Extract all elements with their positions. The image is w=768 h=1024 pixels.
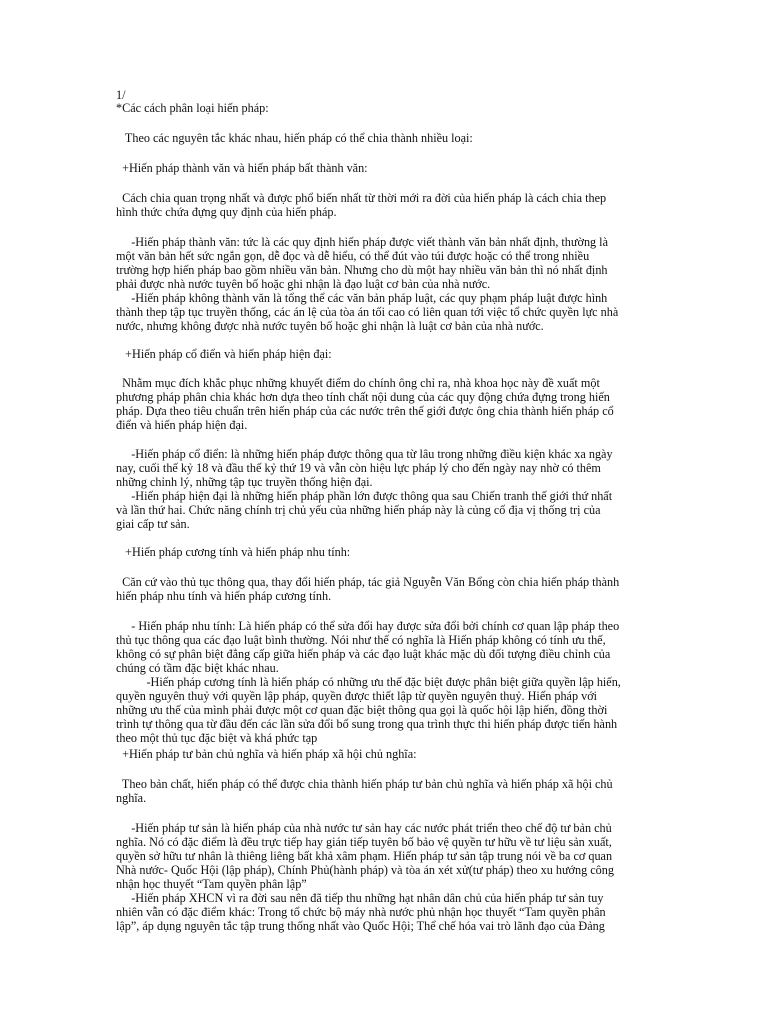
paragraph-line: một văn bản hết sức ngắn gọn, dễ đọc và dễ hiểu, có thể đút vào túi được hoặc có thể trong nhiều [116,249,590,263]
paragraph-line: những ưu thế của mình phải được một cơ quan đặc biệt thông qua gọi là quốc hội lập hiến, đồng thời [116,703,608,717]
subheading: +Hiến pháp cương tính và hiến pháp nhu tính: [116,545,351,559]
paragraph-line: nghĩa. [116,791,147,805]
paragraph-line: giai cấp tư sản. [116,517,190,531]
paragraph-line: hiến pháp nhu tính và hiến pháp cương tính. [116,589,332,603]
paragraph-line: điển và hiến pháp hiện đại. [116,418,248,432]
paragraph-line: -Hiến pháp tư sản là hiến pháp của nhà nước tư sản hay các nước phát triển theo chế độ tư bản chủ [116,821,612,835]
section-number: 1/ [116,88,126,102]
paragraph-line: nay, cuối thế kỷ 18 và đầu thế kỷ thứ 19 và vẫn còn hiệu lực pháp lý cho đến ngày nay nhờ có thêm [116,461,601,475]
paragraph-line: thành thep tập tục truyền thống, các án lệ của tòa án tối cao có liên quan tới việc tổ chức quyền lực nhà [116,305,619,319]
paragraph-line: phải được nhà nước tuyên bố hoặc ghi nhận là đạo luật cơ bản của nhà nước. [116,277,491,291]
paragraph-line: pháp. Dựa theo tiêu chuẩn trên hiến pháp của các nước trên thế giới được ông chia thành hiến pháp cổ [116,404,614,418]
paragraph-line: nhận học thuyết “Tam quyền phân lập” [116,877,307,891]
paragraph-line: những chỉnh lý, những tập tục truyền thống hiện đại. [116,475,373,489]
subheading: +Hiến pháp cổ điển và hiến pháp hiện đại: [116,347,332,361]
section-heading: *Các cách phân loại hiến pháp: [116,101,269,115]
paragraph-line: -Hiến pháp cổ điển: là những hiến pháp được thông qua từ lâu trong những điều kiện khác xa ngày [116,447,613,461]
paragraph-line: -Hiến pháp XHCN vì ra đời sau nên đã tiếp thu những hạt nhân dân chủ của hiến pháp tư sản tuy [116,891,604,905]
paragraph-line: hình thức chứa đựng quy định của hiến pháp. [116,205,337,219]
paragraph-line: lập”, áp dụng nguyên tắc tập trung thống nhất vào Quốc Hội; Thể chế hóa vai trò lãnh đạo của Đảng [116,919,605,933]
paragraph-line: Nhằm mục đích khắc phục những khuyết điểm do chính ông chỉ ra, nhà khoa học này đề xuất một [116,376,600,390]
paragraph-line: trình tự thông qua từ đầu đến các lần sửa đổi bổ sung trong qua trình thực thi hiến pháp được tiến hành [116,717,618,731]
paragraph-line: -Hiến pháp hiện đại là những hiến pháp phần lớn được thông qua sau Chiến tranh thế giới thứ nhất [116,489,613,503]
intro-paragraph: Theo các nguyên tắc khác nhau, hiến pháp có thể chia thành nhiều loại: [116,131,473,145]
paragraph-line: -Hiến pháp cương tính là hiến pháp có những ưu thế đặc biệt được phân biệt giữa quyền lập hiến, [116,675,621,689]
paragraph-line: chúng có tầm đặc biệt khác nhau. [116,661,279,675]
paragraph-line: nghĩa. Nó có đặc điểm là đều trực tiếp hay gián tiếp tuyên bố bảo vệ quyền tư hữu về tư liệu sản xuất, [116,835,612,849]
paragraph-line: không có sự phân biệt đẳng cấp giữa hiến pháp và các đạo luật khác mặc dù đối tượng điều chỉnh của [116,647,611,661]
paragraph-line: Nhà nước- Quốc Hội (lập pháp), Chính Phủ(hành pháp) và tòa án xét xử(tư pháp) theo xu hướng công [116,863,614,877]
paragraph-line: -Hiến pháp thành văn: tức là các quy định hiến pháp được viết thành văn bản nhất định, thường là [116,235,608,249]
paragraph-line: Căn cứ vào thủ tục thông qua, thay đổi hiến pháp, tác giả Nguyễn Văn Bổng còn chia hiến pháp thành [116,575,620,589]
paragraph-line: theo một thủ tục đặc biệt và khá phức tạp [116,731,318,745]
paragraph-line: - Hiến pháp nhu tính: Là hiến pháp có thể sửa đổi hay được sửa đổi bởi chính cơ quan lập pháp theo [116,619,620,633]
paragraph-line: Theo bản chất, hiến pháp có thể được chia thành hiến pháp tư bản chủ nghĩa và hiến pháp xã hội chủ [116,777,613,791]
paragraph-line: thủ tục thông qua các đạo luật bình thường. Nói như thế có nghĩa là Hiến pháp không có tính ưu thế, [116,633,606,647]
paragraph-line: quyền sở hữu tư nhân là thiêng liêng bất khả xâm phạm. Hiến pháp tư sản tập trung nói về ba cơ quan [116,849,613,863]
subheading: +Hiến pháp tư bản chủ nghĩa và hiến pháp xã hội chủ nghĩa: [116,747,417,761]
paragraph-line: phương pháp phân chia khác hơn dựa theo tính chất nội dung của các quy động chứa đựng trong hiến [116,390,610,404]
paragraph-line: trường hợp hiến pháp bao gồm nhiều văn bản. Nhưng cho dù một hay nhiều văn bản thì nó nhất định [116,263,608,277]
paragraph-line: quyền nguyên thuỷ với quyền lập pháp, quyền được thiết lập từ quyền nguyên thuỷ. Hiến pháp với [116,689,598,703]
paragraph-line: nhiên vẫn có đặc điểm khác: Trong tổ chức bộ máy nhà nước phủ nhận học thuyết “Tam quyền phân [116,905,606,919]
paragraph-line: Cách chia quan trọng nhất và được phổ biến nhất từ thời mới ra đời của hiến pháp là cách chia thep [116,191,607,205]
paragraph-line: -Hiến pháp không thành văn là tổng thể các văn bản pháp luật, các quy phạm pháp luật được hình [116,291,608,305]
paragraph-line: và lần thứ hai. Chức năng chính trị chủ yếu của những hiến pháp này là củng cố địa vị thống trị của [116,503,601,517]
subheading: +Hiến pháp thành văn và hiến pháp bất thành văn: [116,161,368,175]
paragraph-line: nước, nhưng không được nhà nước tuyên bố hoặc ghi nhận là luật cơ bản của nhà nước. [116,319,544,333]
